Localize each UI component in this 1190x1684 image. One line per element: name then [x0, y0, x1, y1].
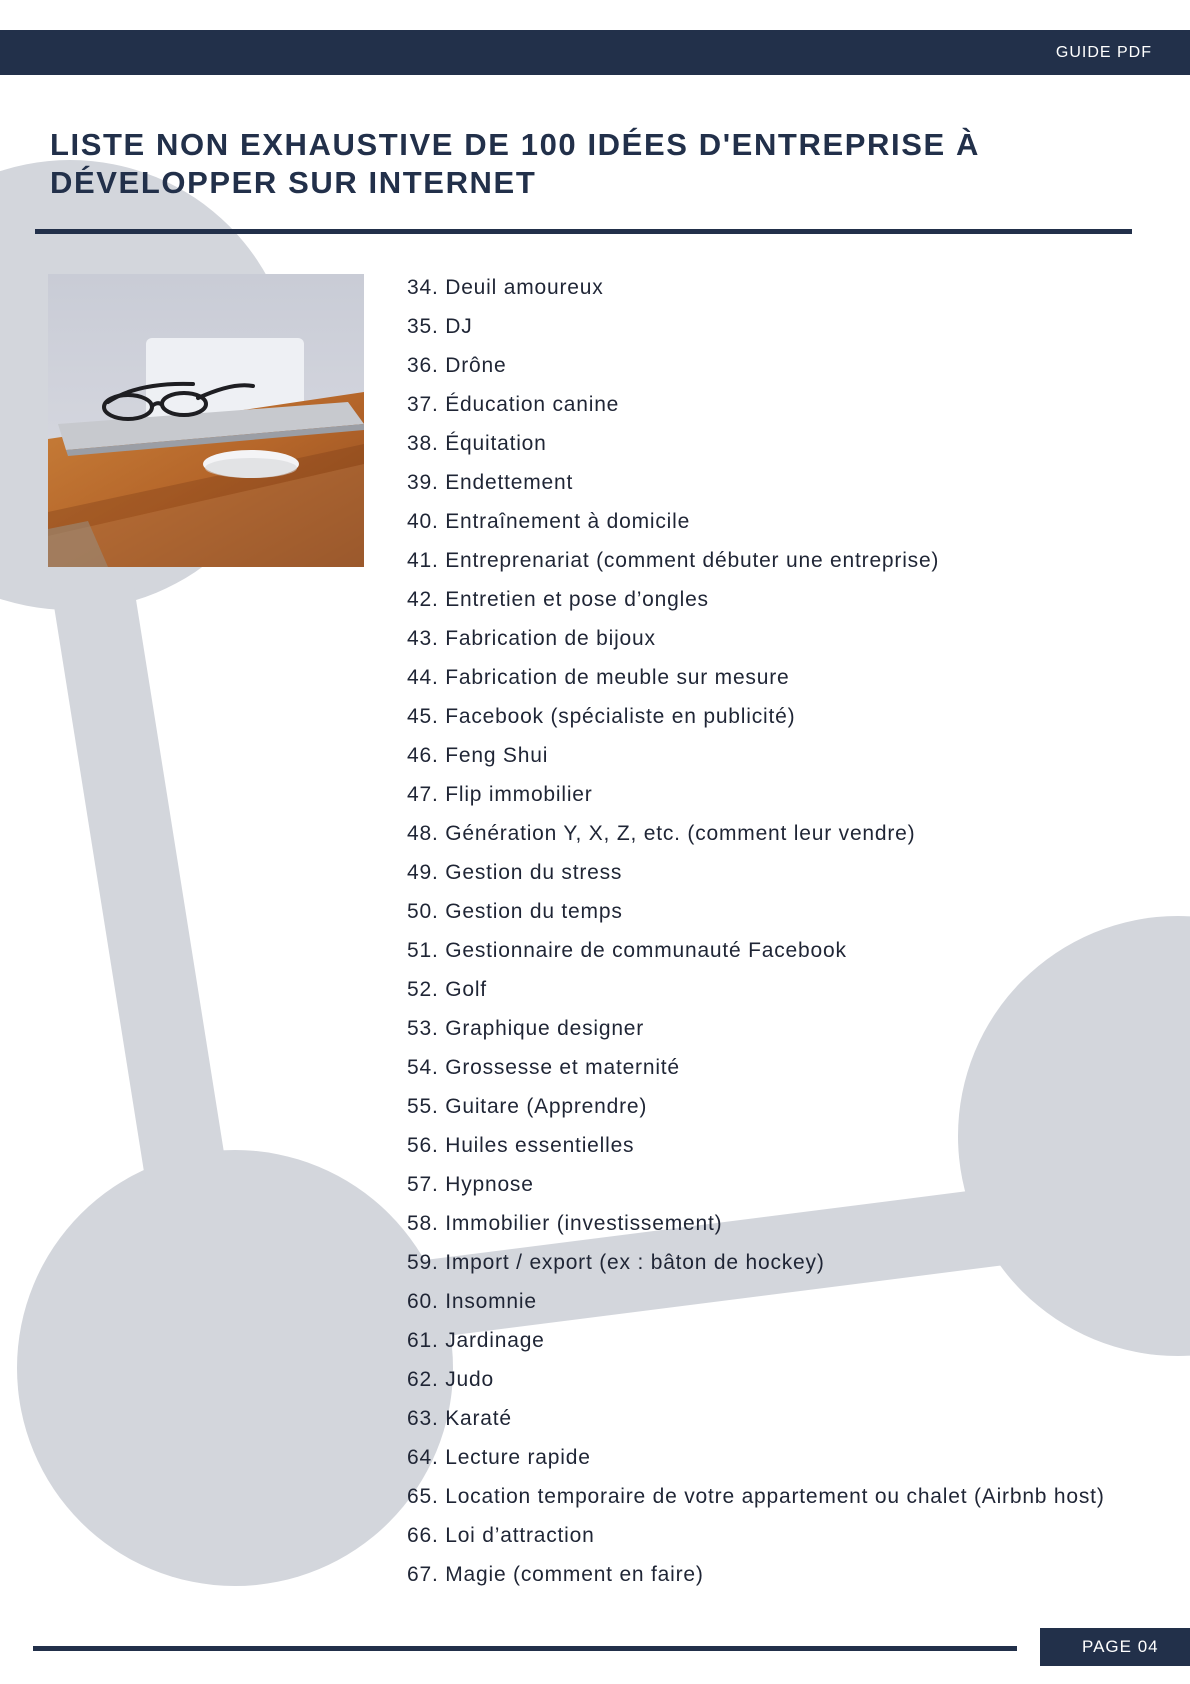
list-item: 37. Éducation canine: [407, 393, 620, 416]
list-item: 62. Judo: [407, 1368, 494, 1391]
footer-divider: [33, 1646, 1017, 1651]
list-item: 47. Flip immobilier: [407, 783, 593, 806]
list-item: 40. Entraînement à domicile: [407, 510, 691, 533]
list-item: 52. Golf: [407, 978, 487, 1001]
list-item: 48. Génération Y, X, Z, etc. (comment leur vendre): [407, 822, 916, 845]
list-item: 67. Magie (comment en faire): [407, 1563, 704, 1586]
list-item: 46. Feng Shui: [407, 744, 549, 767]
list-item: 42. Entretien et pose d’ongles: [407, 588, 709, 611]
page-number: PAGE 04: [1082, 1637, 1159, 1656]
list-item: 55. Guitare (Apprendre): [407, 1095, 648, 1118]
list-item: 66. Loi d’attraction: [407, 1524, 595, 1547]
list-item: 39. Endettement: [407, 471, 574, 494]
list-item: 60. Insomnie: [407, 1290, 537, 1313]
idea-list: [407, 268, 1105, 1594]
page-title: [50, 126, 1050, 202]
list-item: 41. Entreprenariat (comment débuter une entreprise): [407, 549, 940, 572]
list-item: 51. Gestionnaire de communauté Facebook: [407, 939, 847, 962]
list-item: 35. DJ: [407, 315, 473, 338]
page-number-badge: [1040, 1628, 1190, 1666]
list-item: 44. Fabrication de meuble sur mesure: [407, 666, 790, 689]
page-title-line-1: LISTE NON EXHAUSTIVE DE 100 IDÉES D'ENTREPRISE À: [50, 127, 980, 162]
list-item: 58. Immobilier (investissement): [407, 1212, 723, 1235]
list-item: 54. Grossesse et maternité: [407, 1056, 680, 1079]
list-item: 50. Gestion du temps: [407, 900, 623, 923]
list-item: 38. Équitation: [407, 432, 547, 455]
decor-connector-vertical: [85, 540, 190, 1200]
desk-laptop-glasses-photo: [48, 274, 364, 567]
decor-circle-bottom-left: [17, 1150, 453, 1586]
page-title-line-2: DÉVELOPPER SUR INTERNET: [50, 165, 537, 200]
list-item: 65. Location temporaire de votre appartement ou chalet (Airbnb host): [407, 1485, 1105, 1508]
list-item: 61. Jardinage: [407, 1329, 545, 1352]
list-item: 49. Gestion du stress: [407, 861, 623, 884]
list-item: 36. Drône: [407, 354, 507, 377]
list-item: 57. Hypnose: [407, 1173, 534, 1196]
list-item: 59. Import / export (ex : bâton de hockey): [407, 1251, 825, 1274]
list-item: 34. Deuil amoureux: [407, 276, 604, 299]
list-item: 45. Facebook (spécialiste en publicité): [407, 705, 796, 728]
list-item: 43. Fabrication de bijoux: [407, 627, 656, 650]
list-item: 53. Graphique designer: [407, 1017, 645, 1040]
title-divider: [35, 229, 1132, 234]
list-item: 56. Huiles essentielles: [407, 1134, 635, 1157]
list-item: 64. Lecture rapide: [407, 1446, 591, 1469]
header-bar: [0, 30, 1190, 75]
list-item: 63. Karaté: [407, 1407, 512, 1430]
header-label: GUIDE PDF: [1055, 44, 1152, 61]
